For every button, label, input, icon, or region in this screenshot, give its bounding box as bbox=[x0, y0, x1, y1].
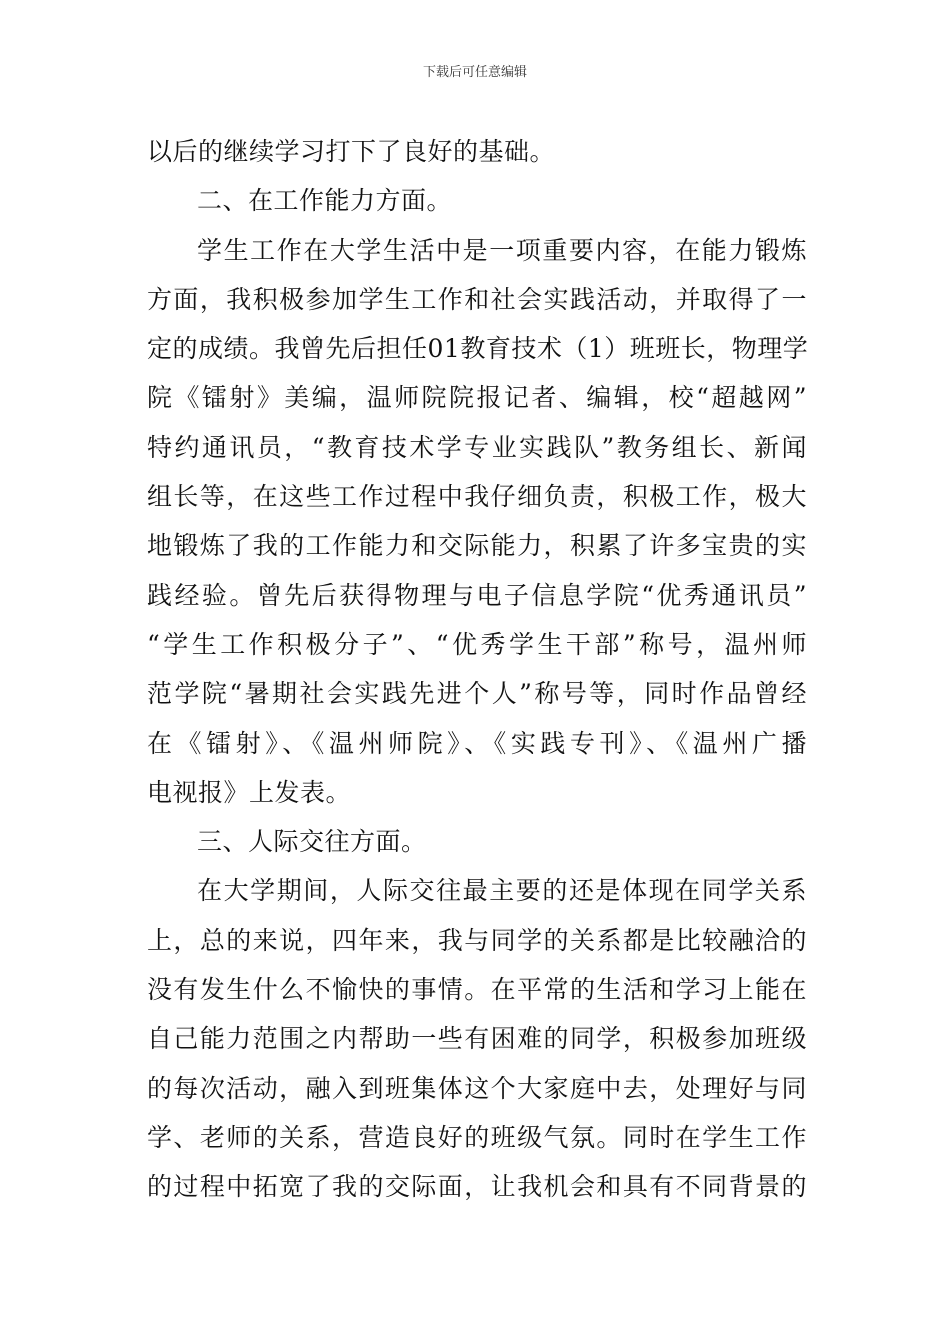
paragraph-line: “学生工作积极分子”、“优秀学生干部”称号，温州师 bbox=[147, 629, 807, 659]
paragraph-line: 在大学期间，人际交往最主要的还是体现在同学关系 bbox=[197, 876, 807, 906]
paragraph-line: 地锻炼了我的工作能力和交际能力，积累了许多宝贵的实 bbox=[147, 531, 807, 561]
paragraph-line: 院《镭射》美编，温师院院报记者、编辑，校“超越网” bbox=[147, 383, 807, 413]
paragraph-line: 学生工作在大学生活中是一项重要内容，在能力锻炼 bbox=[197, 235, 807, 265]
paragraph-line: 组长等，在这些工作过程中我仔细负责，积极工作，极大 bbox=[147, 482, 807, 512]
paragraph-line: 特约通讯员，“教育技术学专业实践队”教务组长、新闻 bbox=[147, 432, 807, 462]
section-heading-interpersonal: 三、人际交往方面。 bbox=[197, 827, 427, 857]
paragraph-line: 没有发生什么不愉快的事情。在平常的生活和学习上能在 bbox=[147, 975, 807, 1005]
paragraph-line: 范学院“暑期社会实践先进个人”称号等，同时作品曾经 bbox=[147, 679, 807, 709]
paragraph-line: 的每次活动，融入到班集体这个大家庭中去，处理好与同 bbox=[147, 1073, 807, 1103]
page-header: 下载后可任意编辑 bbox=[422, 65, 527, 80]
paragraph-line: 方面，我积极参加学生工作和社会实践活动，并取得了一 bbox=[147, 284, 807, 314]
paragraph-line: 自己能力范围之内帮助一些有困难的同学，积极参加班级 bbox=[147, 1024, 807, 1054]
paragraph-line: 电视报》上发表。 bbox=[147, 777, 352, 807]
paragraph-line: 定的成绩。我曾先后担任01教育技术（1）班班长，物理学 bbox=[147, 334, 809, 364]
paragraph-line: 学、老师的关系，营造良好的班级气氛。同时在学生工作 bbox=[147, 1122, 807, 1152]
paragraph-line: 以后的继续学习打下了良好的基础。 bbox=[147, 137, 556, 166]
paragraph-line: 在《镭射》、《温州师院》、《实践专刊》、《温州广播 bbox=[147, 728, 807, 758]
section-heading-work-ability: 二、在工作能力方面。 bbox=[197, 186, 453, 216]
document-body bbox=[147, 127, 807, 1212]
paragraph-line: 践经验。曾先后获得物理与电子信息学院“优秀通讯员” bbox=[147, 580, 807, 610]
paragraph-line: 上，总的来说，四年来，我与同学的关系都是比较融洽的 bbox=[147, 925, 807, 955]
paragraph-line: 的过程中拓宽了我的交际面，让我机会和具有不同背景的 bbox=[147, 1172, 807, 1202]
